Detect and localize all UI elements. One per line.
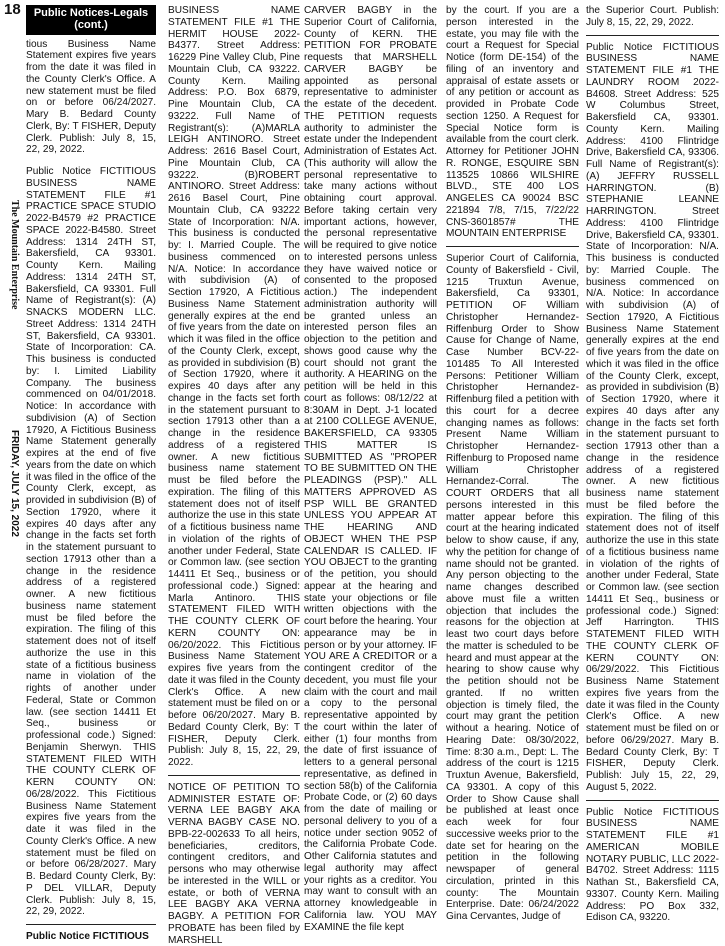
column-3: [304, 5, 437, 933]
notice-text: Public Notice FICTITIOUS BUSINESS NAME STATEMENT FILE #1 AMERICAN MOBILE NOTARY PUBLIC, LLC 2022-B4702. Street Address: 1115 Nathan St., Bakersfield CA, 93307. County Kern. Mailing Address: PO Box 332, Edison CA, 93220.: [586, 806, 719, 924]
column-4: [446, 5, 579, 923]
notice-text: tious Business Name Statement expires five years from the date it was filed in the County Clerk's Office. A new statement must be filed on or before 06/24/2027. Mary B. Bedard County Clerk, By: T FISHER, Deputy Clerk. Publish: July 8, 15, 22, 29, 2022.: [26, 38, 156, 156]
divider: [586, 35, 719, 36]
divider: [26, 924, 156, 925]
page-sidebar: [4, 200, 22, 600]
section-header: Public Notices-Legals (cont.): [26, 5, 156, 35]
notice-text: the Superior Court. Publish: July 8, 15, 22, 29, 2022.: [586, 5, 719, 28]
notice-text: BUSINESS NAME STATEMENT FILE #1 THE HERMIT HOUSE 2022-B4377. Street Address: 16229 Pine Valley Club, Pine Mountain Club, CA 93222. County Kern. Mailing Address: P.O. Box 6879, Pine Mountain Club, CA 93222. Full Name of Registrant(s): (A)MARLA LEIGH ANTINORO. Street Address: 2616 Basel Court, Pine Mountain Club, CA 93222. (B)ROBERT ANTINORO. Street Address: 2616 Basel Court, Pine Mountain Club, CA 93222 State of Incorporation: N/A. This business is conducted by: I. Married Couple. The business commenced on N/A. Notice: In accordance with subdivision (A) of Section 17920, A Fictitious Business Name Statement generally expires at the end of five years from the date on which it was filed in the office of the County Clerk, except, as provided in subdivision (B) of Section 17920, where it expires 40 days after any change in the facts set forth in the statement pursuant to section 17913 other than a change in the residence address of a registered owner. A new fictitious business name statement must be filed before the expiration. The filing of this statement does not of itself authorize the use in this state of a fictitious business name in violation of the rights of another under Federal, State or Common law. (see section 14411 Et Seq., business or professional code.) Signed: Marla Antinoro. THIS STATEMENT FILED WITH THE COUNTY CLERK OF KERN COUNTY ON: 06/20/2022. This Fictitious Business Name Statement expires five years from the date it was filed in the County Clerk's Office. A new statement must be filed on or before 06/20/2027. Mary B. Bedard County Clerk, By: T FISHER, Deputy Clerk. Publish: July 8, 15, 22, 29, 2022.: [168, 5, 300, 768]
notice-text: Public Notice FICTITIOUS BUSINESS NAME STATEMENT FILE #1 THE LAUNDRY ROOM 2022-B4608. Street Address: 525 W Columbus Street, Bakersfield CA, 93301. County Kern. Mailing Address: 4100 Flintridge Drive, Bakersfield CA, 93306. Full Name of Registrant(s): (A) JEFFRY RUSSELL HARRINGTON. (B) STEPHANIE LEANNE HARRINGTON. Street Address: 4100 Flintridge Drive, Bakersfield CA, 93301. State of Incorporation: N/A. This business is conducted by: Married Couple. The business commenced on N/A. Notice: In accordance with subdivision (A) of Section 17920, A Fictitious Business Name Statement generally expires at the end of five years from the date on which it was filed in the office of the County Clerk, except, as provided in subdivision (B) of Section 17920, where it expires 40 days after any change in the facts set forth in the statement pursuant to section 17913 other than a change in the residence address of a registered owner. A new fictitious business name statement must be filed before the expiration. The filing of this statement does not of itself authorize the use in this state of a fictitious business name in violation of the rights of another under Federal, State or Common law. (see section 14411 Et Seq., business or professional code.) Signed: Jeff Harrington. THIS STATEMENT FILED WITH THE COUNTY CLERK OF KERN COUNTY ON: 06/29/2022. This Fictitious Business Name Statement expires five years from the date it was filed in the County Clerk's Office. A new statement must be filed on or before 06/29/2027. Mary B. Bedard County Clerk, By: T FISHER, Deputy Clerk. Publish: July 15, 22, 29, August 5, 2022.: [586, 41, 719, 793]
divider: [168, 775, 300, 776]
notice-text: Public Notice FICTITIOUS: [26, 931, 149, 942]
issue-date: FRIDAY, JULY 15, 2022: [9, 430, 20, 537]
divider: [446, 246, 579, 247]
notice-text: NOTICE OF PETITION TO ADMINISTER ESTATE OF: VERNA LEE BAGBY AKA VERNA BAGBY CASE NO. BPB-22-002633 To all heirs, beneficiaries, creditors, contingent creditors, and persons who may otherwise be interested in the WILL or estate, or both of VERNA LEE BAGBY AKA VERNA BAGBY. A PETITION FOR PROBATE has been filed by MARSHELL: [168, 781, 300, 946]
notice-text: Superior Court of California, County of Bakersfield - Civil, 1215 Truxtun Avenue, Bakersfield, Ca 93301, PETITION OF William Christopher Hernandez-Riffenburg Order to Show Cause for Change of Name, Case Number BCV-22-101485 To All Interested Persons: Petitioner William Christopher Hernandez-Riffenburg filed a petition with this court for a decree changing names as follows: Present Name William Christopher Hernandez-Riffenburg to Proposed name William Christopher Hernandez-Corral. The COURT ORDERS that all persons interested in this matter appear before this court at the hearing indicated below to show cause, if any, why the petition for change of name should not be granted. Any person objecting to the name changes described above must file a written objection that includes the reasons for the objection at least two court days before the matter is scheduled to be heard and must appear at the hearing to show cause why the petition should not be granted. If no written objection is timely filed, the court may grant the petition without a hearing. Notice of Hearing Date: 08/30/2022, Time: 8:30 a.m., Dept: L. The address of the court is 1215 Truxtun Avenue, Bakersfield, CA 93301. A copy of this Order to Show Cause shall be published at least once each week for four successive weeks prior to the date set for hearing on the petition in the following newspaper of general circulation, printed in this county: The Mountain Enterprise. Date: 06/24/2022 Gina Cervantes, Judge of: [446, 253, 579, 922]
column-1: [26, 5, 156, 943]
page-number: 18: [4, 1, 21, 18]
column-5: [586, 5, 719, 924]
divider: [586, 800, 719, 801]
notice-text: Public Notice FICTITIOUS BUSINESS NAME STATEMENT FILE #1 PRACTICE SPACE STUDIO 2022-B4579 #2 PRACTICE SPACE 2022-B4580. Street Address: 1314 24TH ST, Bakersfield, CA 93301. County Kern. Mailing Address: 1314 24TH ST, Bakersfield, CA 93301. Full Name of Registrant(s): (A) SNACKS MODERN LLC. Street Address: 1314 24TH ST, Bakersfield, CA 93301. State of Incorporation: CA. This business is conducted by: I. Limited Liability Company. The business commenced on 04/01/2018. Notice: In accordance with subdivision (A) of Section 17920, A Fictitious Business Name Statement generally expires at the end of five years from the date on which it was filed in the office of the County Clerk, except, as provided in subdivision (B) of Section 17920, where it expires 40 days after any change in the facts set forth in the statement pursuant to section 17913 other than a change in the residence address of a registered owner. A new fictitious business name statement must be filed before the expiration. The filing of this statement does not of itself authorize the use in this state of a fictitious business name in violation of the rights of another under Federal, State or Common law. (see section 14411 Et Seq., business or professional code.) Signed: Benjamin Sherwyn. THIS STATEMENT FILED WITH THE COUNTY CLERK OF KERN COUNTY ON: 06/28/2022. This Fictitious Business Name Statement expires five years from the date it was filed in the County Clerk's Office. A new statement must be filed on or before 06/28/2027. Mary B. Bedard County Clerk, By: P DEL VILLAR, Deputy Clerk. Publish: July 8, 15, 22, 29, 2022.: [26, 166, 156, 918]
paper-name: The Mountain Enterprise: [9, 200, 20, 310]
column-2: [168, 5, 300, 946]
notice-text: by the court. If you are a person interested in the estate, you may file with the court a Request for Special Notice (form DE-154) of the filing of an inventory and appraisal of estate assets or of any petition or account as provided in Probate Code section 1250. A Request for Special Notice form is available from the court clerk. Attorney for Petitioner JOHN R. RONGE, ESQUIRE SBN 113525 10866 WILSHIRE BLVD., STE 400 LOS ANGELES CA 90024 BSC 221894 7/8, 7/15, 7/22/22 CNS-3601857# THE MOUNTAIN ENTERPRISE: [446, 5, 579, 240]
notice-text: CARVER BAGBY in the Superior Court of California, County of KERN. THE PETITION FOR PROBATE requests that MARSHELL CARVER BAGBY be appointed as personal representative to administer the estate of the decedent. THE PETITION requests authority to administer the estate under the Independent Administration of Estates Act. (This authority will allow the personal representative to take many actions without obtaining court approval. Before taking certain very important actions, however, the personal representative will be required to give notice to interested persons unless they have waived notice or consented to the proposed action.) The independent administration authority will be granted unless an interested person files an objection to the petition and shows good cause why the court should not grant the authority. A HEARING on the petition will be held in this court as follows: 08/12/22 at 8:30AM in Dept. J-1 located at 2100 COLLEGE AVENUE, BAKERSFIELD, CA 93305 THIS MATTER IS SUBMITTED AS "PROPER TO BE SUBMITTED ON THE PLEADINGS (PSP)." ALL MATTERS APPROVED AS PSP WILL BE GRANTED UNLESS YOU APPEAR AT THE HEARING AND OBJECT WHEN THE PSP CALENDAR IS CALLED. IF YOU OBJECT to the granting of the petition, you should appear at the hearing and state your objections or file written objections with the court before the hearing. Your appearance may be in person or by your attorney. IF YOU ARE A CREDITOR or a contingent creditor of the decedent, you must file your claim with the court and mail a copy to the personal representative appointed by the court within the later of either (1) four months from the date of first issuance of letters to a general personal representative, as defined in section 58(b) of the California Probate Code, or (2) 60 days from the date of mailing or personal delivery to you of a notice under section 9052 of the California Probate Code. Other California statutes and legal authority may affect your rights as a creditor. You may want to consult with an attorney knowledgeable in California law. YOU MAY EXAMINE the file kept: [304, 5, 437, 933]
